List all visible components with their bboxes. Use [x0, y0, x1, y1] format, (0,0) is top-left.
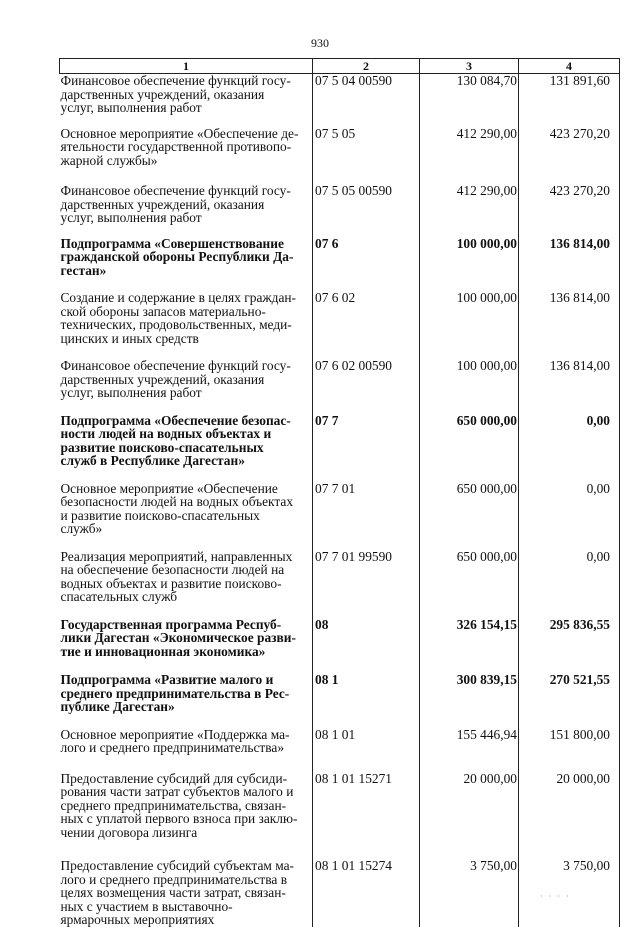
row-code: 07 7 01 99590 [313, 550, 420, 618]
row-amount-year-1: 412 290,00 [420, 127, 519, 185]
row-amount-year-1: 100 000,00 [420, 237, 519, 292]
page-number: 930 [311, 36, 329, 50]
row-name: Государственная программа Респуб- лики Дагестан «Экономическое разви- тие и инновационная экономика» [60, 616, 296, 659]
table-row [60, 728, 620, 772]
row-name: Основное мероприятие «Поддержка ма- лого и среднего предпринимательства» [60, 726, 290, 755]
row-amount-year-2: 423 270,20 [519, 127, 620, 185]
row-code: 07 7 01 [313, 482, 420, 550]
row-amount-year-1: 650 000,00 [420, 482, 519, 550]
row-code: 07 7 [313, 414, 420, 482]
row-code: 08 1 [313, 673, 420, 728]
column-header-year-2: 4 [519, 59, 620, 74]
table-row [60, 237, 620, 292]
row-amount-year-2: 0,00 [519, 414, 620, 482]
table-row [60, 772, 620, 860]
table-row [60, 618, 620, 674]
table-row [60, 482, 620, 550]
row-amount-year-2: 0,00 [519, 550, 620, 618]
row-name: Подпрограмма «Развитие малого и среднего предпринимательства в Рес- публике Дагестан» [60, 672, 290, 714]
row-name: Подпрограмма «Обеспечение безопас- ности людей на водных объектах и развитие поисково-спасательных служб в Республике Дагестан» [60, 412, 291, 468]
table-row [60, 291, 620, 359]
row-amount-year-2: 136 814,00 [519, 237, 620, 292]
row-name: Финансовое обеспечение функций госу- дарственных учреждений, оказания услуг, выполнения работ [60, 73, 291, 115]
column-header-name: 1 [60, 59, 313, 74]
row-amount-year-1: 100 000,00 [420, 291, 519, 359]
row-amount-year-1: 130 084,70 [420, 74, 519, 127]
table-row [60, 359, 620, 414]
row-name: Предоставление субсидий субъектам ма- лого и среднего предпринимательства в целях возмещения части затрат, связан- ных с участием в выставочно- ярмарочных мероприятиях [60, 858, 294, 927]
row-code: 08 1 01 15274 [313, 859, 420, 927]
row-amount-year-1: 155 446,94 [420, 728, 519, 772]
row-code: 07 5 04 00590 [313, 74, 420, 127]
row-code: 07 6 [313, 237, 420, 292]
column-header-code: 2 [313, 59, 420, 74]
row-name: Предоставление субсидий для субсиди- рования части затрат субъектов малого и среднего предпринимательства, связан- ных с уплатой первого взноса при заклю- чении договора лизинга [60, 770, 298, 840]
row-code: 08 [313, 618, 420, 674]
row-name: Финансовое обеспечение функций госу- дарственных учреждений, оказания услуг, выполнения работ [60, 183, 291, 225]
row-amount-year-2: 136 814,00 [519, 359, 620, 414]
row-code: 07 6 02 00590 [313, 359, 420, 414]
table-row [60, 859, 620, 927]
row-name: Финансовое обеспечение функций госу- дарственных учреждений, оказания услуг, выполнения работ [60, 358, 291, 400]
header-row [60, 59, 620, 74]
row-amount-year-1: 3 750,00 [420, 859, 519, 927]
row-amount-year-1: 20 000,00 [420, 772, 519, 860]
row-amount-year-2: 0,00 [519, 482, 620, 550]
row-code: 08 1 01 15271 [313, 772, 420, 860]
row-code: 07 5 05 00590 [313, 184, 420, 237]
row-name: Реализация мероприятий, направленных на обеспечение безопасности людей на водных объектах и развитие поисково- спасательных служб [60, 548, 293, 604]
row-amount-year-1: 300 839,15 [420, 673, 519, 728]
row-amount-year-2: 151 800,00 [519, 728, 620, 772]
row-amount-year-2: 131 891,60 [519, 74, 620, 127]
row-code: 07 5 05 [313, 127, 420, 185]
table-row [60, 414, 620, 482]
table-row [60, 127, 620, 185]
row-name: Подпрограмма «Совершенствование гражданской обороны Республики Да- гестан» [60, 235, 294, 278]
scan-artifact: · · · · [540, 892, 571, 901]
column-header-year-1: 3 [420, 59, 519, 74]
row-amount-year-1: 100 000,00 [420, 359, 519, 414]
row-amount-year-1: 650 000,00 [420, 414, 519, 482]
row-name: Создание и содержание в целях граждан- ской обороны запасов материально- технических, продовольственных, меди- цинских и иных средств [60, 290, 297, 346]
row-amount-year-1: 326 154,15 [420, 618, 519, 674]
row-amount-year-2: 3 750,00 [519, 859, 620, 927]
row-amount-year-2: 20 000,00 [519, 772, 620, 860]
row-amount-year-2: 295 836,55 [519, 618, 620, 674]
table-row [60, 550, 620, 618]
row-name: Основное мероприятие «Обеспечение безопасности людей на водных объектах и развитие поисково-спасательных служб» [60, 480, 294, 536]
row-amount-year-1: 412 290,00 [420, 184, 519, 237]
row-code: 07 6 02 [313, 291, 420, 359]
row-amount-year-2: 136 814,00 [519, 291, 620, 359]
table-row [60, 74, 620, 127]
row-amount-year-1: 650 000,00 [420, 550, 519, 618]
row-name: Основное мероприятие «Обеспечение де- ятельности государственной противопо- жарной службы» [60, 125, 299, 168]
row-code: 08 1 01 [313, 728, 420, 772]
row-amount-year-2: 270 521,55 [519, 673, 620, 728]
row-amount-year-2: 423 270,20 [519, 184, 620, 237]
table-row [60, 673, 620, 728]
budget-table [59, 58, 620, 927]
table-row [60, 184, 620, 237]
